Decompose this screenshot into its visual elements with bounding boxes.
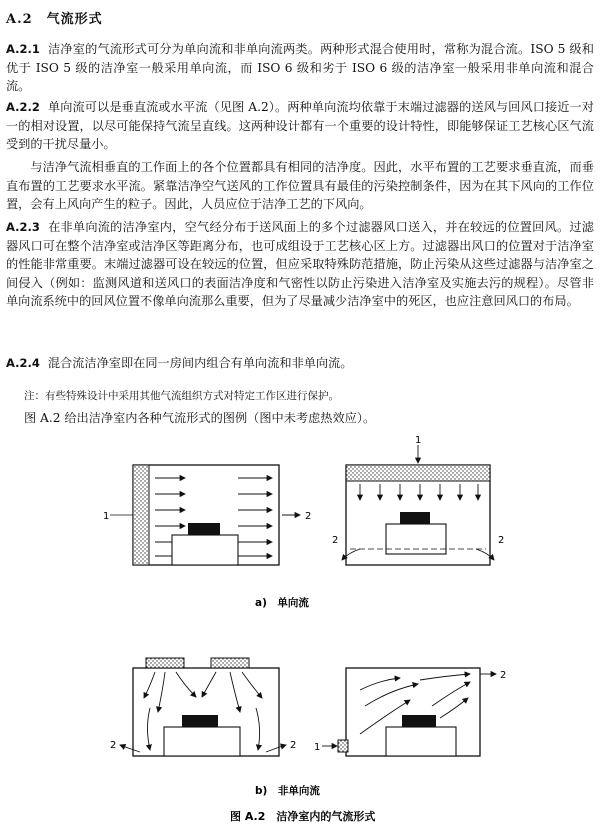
paragraph-a24	[6, 354, 594, 373]
diagram-vertical-unidirectional	[332, 435, 504, 565]
label-2: 2	[305, 511, 312, 522]
figure-a2	[0, 430, 600, 828]
hepa-filter-left	[146, 658, 184, 668]
diagram-nonunidirectional-side	[314, 668, 506, 756]
caption-b: b) 非单向流	[255, 785, 320, 797]
label-2: 2	[110, 740, 117, 751]
section-heading: A.2 气流形式	[6, 12, 103, 27]
hepa-filter-ceiling	[346, 465, 490, 481]
label-2: 2	[498, 535, 505, 546]
process-equipment	[400, 512, 430, 524]
return-arrow-left	[120, 745, 140, 752]
hepa-filter-wall	[133, 465, 149, 565]
clause-number: A.2.1	[6, 42, 40, 56]
paragraph-text: 单向流可以是垂直流或水平流（见图 A.2）。两种单向流均依靠于末端过滤器的送风与回风口接近一对一的相对设置，以尽可能保持气流呈直线。这两种设计都有一个重要的设计特性，即能够保证工艺核心区气流受到的干扰尽量小。	[6, 100, 594, 152]
note-text: 注：有些特殊设计中采用其他气流组织方式对特定工作区进行保护。	[24, 390, 339, 402]
clause-number: A.2.2	[6, 100, 40, 114]
paragraph-a22	[6, 98, 594, 154]
caption-a: a) 单向流	[255, 597, 309, 609]
return-arrow-right	[266, 745, 286, 752]
process-equipment	[182, 715, 218, 727]
label-1: 1	[103, 511, 110, 522]
figure-intro: 图 A.2 给出洁净室内各种气流形式的图例（图中未考虑热效应）。	[24, 411, 376, 425]
paragraph-a21	[6, 40, 594, 96]
label-1: 1	[314, 742, 321, 753]
return-arrow-left	[342, 549, 360, 560]
return-arrow-right	[476, 549, 494, 560]
supply-grille	[338, 740, 348, 752]
clause-number: A.2.4	[6, 356, 40, 370]
paragraph-text: 混合流洁净室即在同一房间内组合有单向流和非单向流。	[47, 356, 353, 370]
process-equipment	[402, 715, 436, 727]
label-2: 2	[332, 535, 339, 546]
process-equipment	[188, 523, 220, 535]
label-2: 2	[500, 670, 507, 681]
paragraph-text: 洁净室的气流形式可分为单向流和非单向流两类。两种形式混合使用时，常称为混合流。ISO 5 级和优于 ISO 5 级的洁净室一般采用单向流，而 ISO 6 级和劣于 ISO 6 级的洁净室一般采用非单向流和混合流。	[6, 42, 594, 94]
clause-number: A.2.3	[6, 220, 40, 234]
diagram-nonunidirectional-ceiling	[110, 658, 296, 756]
paragraph-text: 在非单向流的洁净室内，空气经分布于送风面上的多个过滤器风口送入，并在较远的位置回风。过滤器风口可在整个洁净室或洁净区等距离分布，也可成组设于工艺核心区上方。过滤器出风口的位置对于洁净室的性能非常重要。末端过滤器可设在较远的位置，但应采取特殊防范措施，防止污染从这些过滤器与洁净室之间侵入（例如：监测风道和送风口的表面洁净度和气密性以防止污染进入洁净室及实施去污的规程）。尽管非单向流系统中的回风位置不像单向流那么重要，但为了尽量减少洁净室中的死区，也应注意回风口的布局。	[6, 220, 594, 309]
diagram-horizontal-unidirectional	[103, 465, 311, 565]
paragraph-a23	[6, 218, 594, 311]
paragraph-text: 与洁净气流相垂直的工作面上的各个位置都具有相同的洁净度。因此，水平布置的工艺要求垂直流，而垂直布置的工艺要求水平流。紧靠洁净空气送风的工作位置具有最佳的污染控制条件，因为在其下风向的工作位置，会有上风向产生的粒子。因此，人员应位于洁净工艺的下风向。	[6, 160, 594, 212]
label-1: 1	[415, 435, 422, 446]
airflow-arrows	[360, 484, 478, 500]
figure-caption: 图 A.2 洁净室内的气流形式	[230, 810, 376, 823]
workbench	[172, 535, 238, 565]
workbench	[386, 727, 456, 756]
workbench	[386, 524, 446, 554]
paragraph-continuation	[6, 158, 594, 214]
hepa-filter-right	[211, 658, 249, 668]
label-2: 2	[290, 740, 297, 751]
workbench	[164, 727, 240, 756]
